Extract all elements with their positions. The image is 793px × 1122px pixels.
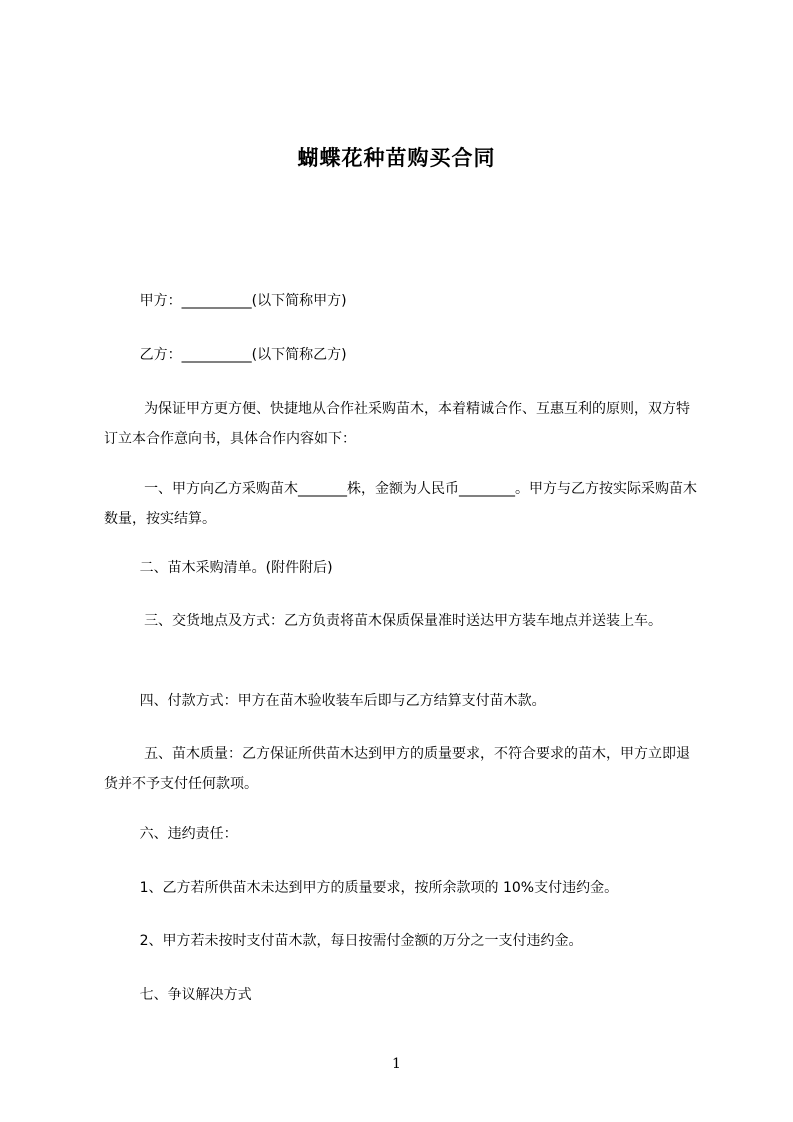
- page-number: 1: [392, 1056, 401, 1072]
- clause-3-paragraph: 三、交货地点及方式：乙方负责将苗木保质保量准时送达甲方装车地点并送装上车。: [104, 613, 663, 629]
- clause-5-paragraph: 五、苗木质量：乙方保证所供苗木达到甲方的质量要求，不符合要求的苗木，甲方立即退货并不予支付任何款项。: [104, 746, 691, 792]
- clause-2-paragraph: 二、苗木采购清单。(附件附后): [104, 560, 333, 576]
- preamble-paragraph: 为保证甲方更方便、快捷地从合作社采购苗木，本着精诚合作、互惠互利的原则，双方特订立本合作意向书，具体合作内容如下：: [104, 401, 691, 447]
- party-a-line: 甲方：__________(以下简称甲方): [104, 293, 347, 309]
- party-b-line: 乙方：__________(以下简称乙方): [104, 347, 347, 363]
- contract-title: 蝴蝶花种苗购买合同: [297, 146, 496, 170]
- clause-4-paragraph: 四、付款方式：甲方在苗木验收装车后即与乙方结算支付苗木款。: [104, 693, 546, 709]
- clause-6-item-2: 2、甲方若未按时支付苗木款，每日按需付金额的万分之一支付违约金。: [104, 933, 583, 949]
- clause-7-heading: 七、争议解决方式: [104, 987, 252, 1003]
- clause-6-item-1: 1、乙方若所供苗木未达到甲方的质量要求，按所余款项的 10%支付违约金。: [104, 880, 619, 896]
- clause-6-heading: 六、违约责任：: [104, 826, 238, 842]
- clause-1-paragraph: 一、甲方向乙方采购苗木_______株，金额为人民币________。甲方与乙方按实际采购苗木数量，按实结算。: [104, 481, 698, 527]
